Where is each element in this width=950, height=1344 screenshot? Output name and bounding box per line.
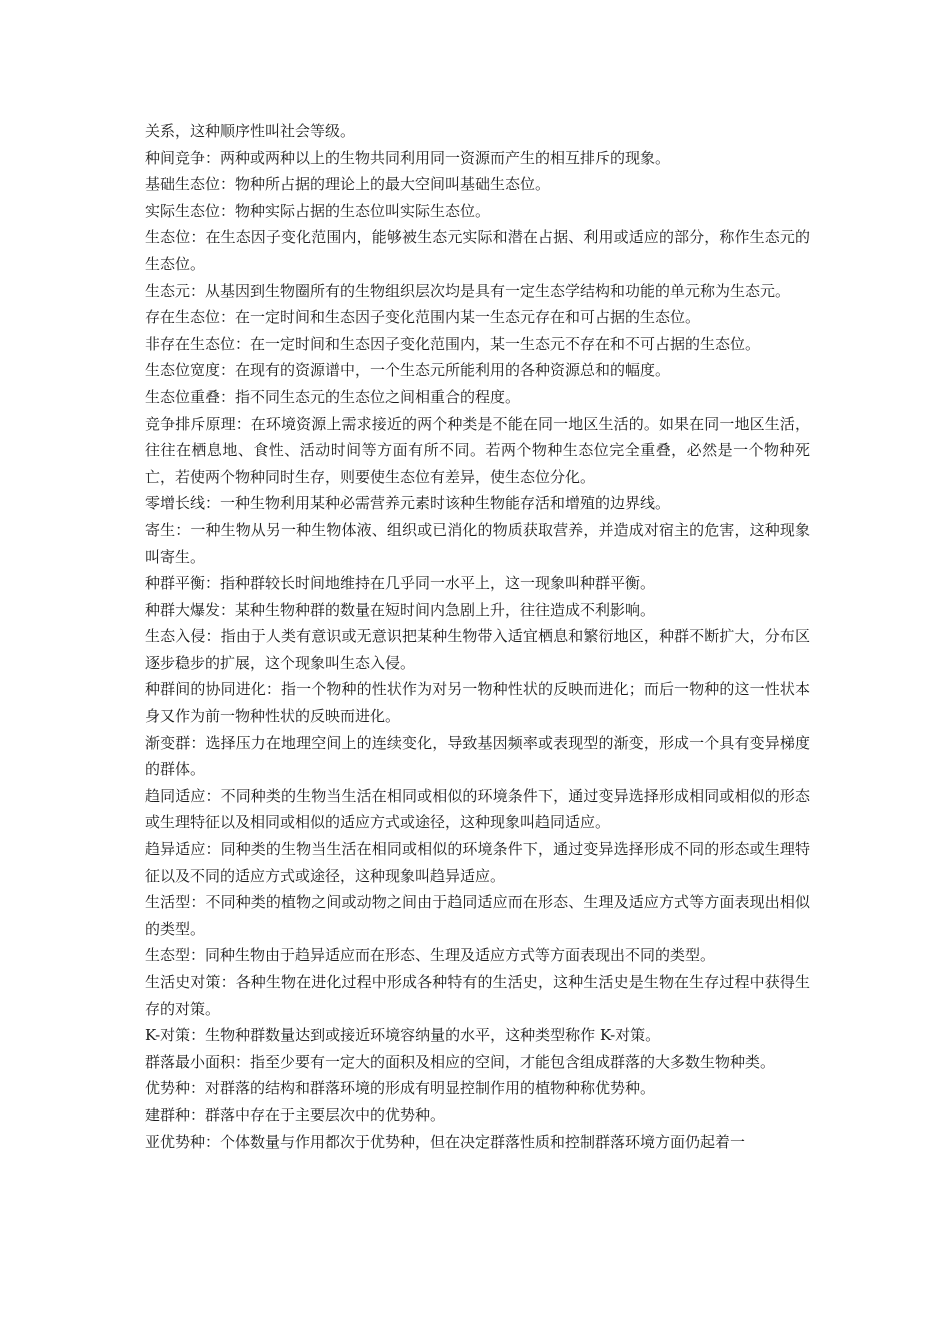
paragraph: 种群间的协同进化：指一个物种的性状作为对另一物种性状的反映而进化；而后一物种的这一性状本身又作为前一物种性状的反映而进化。: [145, 680, 810, 726]
paragraph: 零增长线：一种生物利用某种必需营养元素时该种生物能存活和增殖的边界线。: [145, 494, 671, 513]
paragraph: 群落最小面积：指至少要有一定大的面积及相应的空间，才能包含组成群落的大多数生物种类。: [145, 1052, 776, 1071]
paragraph: 种群平衡：指种群较长时间地维持在几乎同一水平上，这一现象叫种群平衡。: [145, 574, 656, 593]
paragraph: 关系，这种顺序性叫社会等级。: [145, 122, 356, 140]
paragraph: 种间竞争：两种或两种以上的生物共同利用同一资源而产生的相互排斥的现象。: [145, 148, 671, 167]
paragraph: 生态型：同种生物由于趋异适应而在形态、生理及适应方式等方面表现出不同的类型。: [145, 946, 716, 965]
paragraph: 实际生态位：物种实际占据的生态位叫实际生态位。: [145, 201, 491, 220]
paragraph: 生活史对策：各种生物在进化过程中形成各种特有的生活史，这种生活史是生物在生存过程中获得生存的对策。: [145, 973, 810, 1018]
paragraph: 寄生：一种生物从另一种生物体液、组织或已消化的物质获取营养，并造成对宿主的危害，这种现象叫寄生。: [145, 520, 810, 566]
paragraph: 渐变群：选择压力在地理空间上的连续变化，导致基因频率或表现型的渐变，形成一个具有变异梯度的群体。: [145, 733, 810, 779]
paragraph: 建群种：群落中存在于主要层次中的优势种。: [145, 1105, 446, 1124]
paragraph: 竞争排斥原理：在环境资源上需求接近的两个种类是不能在同一地区生活的。如果在同一地区生活，往往在栖息地、食性、活动时间等方面有所不同。若两个物种生态位完全重叠，必然是一个物种死亡，若使两个物种同时生存，则要使生态位有差异，使生态位分化。: [145, 414, 810, 486]
paragraph: 趋异适应：同种类的生物当生活在相同或相似的环境条件下，通过变异选择形成不同的形态或生理特征以及不同的适应方式或途径，这种现象叫趋异适应。: [145, 840, 810, 885]
paragraph: 生态位重叠：指不同生态元的生态位之间相重合的程度。: [145, 387, 521, 406]
paragraph: 生活型：不同种类的植物之间或动物之间由于趋同适应而在形态、生理及适应方式等方面表现出相似的类型。: [145, 893, 810, 938]
document-body: [145, 118, 810, 1155]
paragraph: 生态元：从基因到生物圈所有的生物组织层次均是具有一定生态学结构和功能的单元称为生态元。: [145, 281, 791, 300]
paragraph: 生态位宽度：在现有的资源谱中，一个生态元所能利用的各种资源总和的幅度。: [145, 361, 671, 380]
paragraph: 生态位：在生态因子变化范围内，能够被生态元实际和潜在占据、利用或适应的部分，称作生态元的生态位。: [145, 228, 810, 273]
paragraph: 基础生态位：物种所占据的理论上的最大空间叫基础生态位。: [145, 175, 551, 194]
paragraph: K-对策：生物种群数量达到或接近环境容纳量的水平，这种类型称作 K-对策。: [145, 1026, 661, 1045]
paragraph: 非存在生态位：在一定时间和生态因子变化范围内，某一生态元不存在和不可占据的生态位。: [145, 334, 761, 353]
paragraph: 亚优势种：个体数量与作用都次于优势种，但在决定群落性质和控制群落环境方面仍起着一: [145, 1132, 746, 1151]
paragraph: 趋同适应：不同种类的生物当生活在相同或相似的环境条件下，通过变异选择形成相同或相似的形态或生理特征以及相同或相似的适应方式或途径，这种现象叫趋同适应。: [145, 786, 810, 832]
paragraph: 种群大爆发：某种生物种群的数量在短时间内急剧上升，往往造成不利影响。: [145, 600, 656, 619]
paragraph: 生态入侵：指由于人类有意识或无意识把某种生物带入适宜栖息和繁衍地区，种群不断扩大，分布区逐步稳步的扩展，这个现象叫生态入侵。: [145, 627, 810, 672]
paragraph: 存在生态位：在一定时间和生态因子变化范围内某一生态元存在和可占据的生态位。: [145, 308, 701, 327]
paragraph: 优势种：对群落的结构和群落环境的形成有明显控制作用的植物种称优势种。: [145, 1079, 656, 1098]
